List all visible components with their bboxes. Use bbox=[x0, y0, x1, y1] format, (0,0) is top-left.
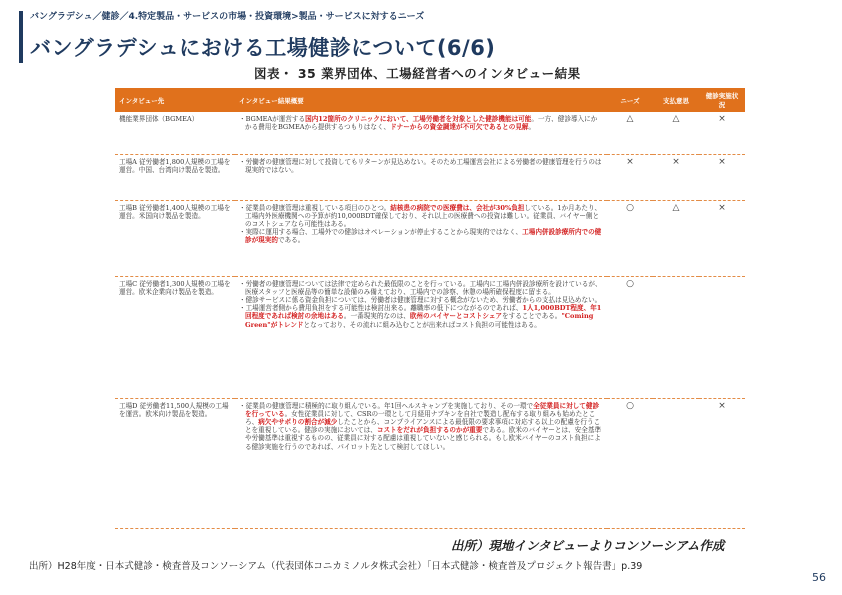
highlight-text: コストをだれが負担するのかが重要 bbox=[376, 426, 483, 435]
summary-bullet: ・従業員の健康管理は重視している項目のひとつ。結核患の病院での医療費は、会社が30%負担している。1か月あたり、工場内外医療機関への予算が約10,000BDT確保しており、それ以上の医療費への投資は難しい。従業員、バイヤー側とのコストシェアなら可能性はある。 bbox=[239, 203, 602, 228]
summary-text: 労働者の健康管理については法律で定められた最低限のことを行っている。工場内に工場内併設診療所を設けているが、医療スタッフと医療品等の簡単な設備のみ備えており、工場内での診察、休憩の場所確保程度に留まる。 bbox=[245, 279, 602, 296]
summary-text: 。 bbox=[528, 123, 536, 132]
needs-mark: ○ bbox=[607, 276, 653, 398]
summary-text: 。女性従業員に対して、CSRの一環として月経用ナプキンを自社で製造し配布する取り組みも始めたところ、 bbox=[245, 409, 596, 426]
header-org: インタビュー先 bbox=[115, 88, 235, 112]
needs-mark: △ bbox=[607, 112, 653, 154]
pay-mark bbox=[653, 398, 699, 528]
summary-text: 。一番現実的なのは、 bbox=[343, 312, 410, 321]
highlight-text: "Coming Green"がトレンド bbox=[245, 312, 594, 329]
header-pay: 支払意思 bbox=[653, 88, 699, 112]
header-status: 健診実施状況 bbox=[699, 88, 745, 112]
summary-bullet: ・従業員の健康管理に積極的に取り組んでいる。年1回ヘルスキャンプを実施しており、その一環で全従業員に対して健診を行っている。女性従業員に対して、CSRの一環として月経用ナプキンを自社で製造し配布する取り組みも始めたところ、病欠やサボりの割合が減少したことから、コンプライアンスによる最低限の要求事項に対応する以上の配慮を行うことを重視している。健診の実施においては、コストをだれが負担するのかが重要である。欧米のバイヤーとは、安全基準や労働基準は重視するものの、従業員に対する配慮は重視していないと感じられる。もし欧米バイヤーのコスト負担による健診実施を行うのであれば、パイロット先として検討してほしい。 bbox=[239, 401, 602, 451]
pay-mark bbox=[653, 276, 699, 398]
table-header-row bbox=[115, 88, 745, 112]
summary-bullet: ・BGMEAが運営する国内12箇所のクリニックにおいて、工場労働者を対象とした健診機能は可能。一方、健診導入にかかる費用をBGMEAから提供するつもりはなく、ドナーからの資金調達が不可欠であるとの見解。 bbox=[239, 115, 598, 132]
summary-cell bbox=[235, 200, 607, 276]
page-number: 56 bbox=[812, 571, 826, 584]
header-needs: ニーズ bbox=[607, 88, 653, 112]
table-row bbox=[115, 276, 745, 398]
highlight-text: 1人1,000BDT程度、年1回程度であれば検討の余地はある bbox=[245, 304, 602, 321]
summary-text: 従業員の健康管理に積極的に取り組んでいる。年1回ヘルスキャンプを実施しており、その一環で bbox=[245, 401, 534, 410]
summary-cell bbox=[235, 154, 607, 200]
pay-mark: △ bbox=[653, 112, 699, 154]
summary-text: をすることである。 bbox=[502, 312, 562, 321]
page-title: バングラデシュにおける工場健診について(6/6) bbox=[30, 36, 496, 60]
breadcrumb: バングラデシュ／健診／4.特定製品・サービスの市場・投資環境>製品・サービスに対するニーズ bbox=[30, 12, 425, 22]
summary-text: している。1か月あたり、工場内外医療機関への予算が約10,000BDT確保しており、それ以上の医療費への投資は難しい。従業員、バイヤー側とのコストシェアなら可能性はある。 bbox=[245, 203, 602, 228]
needs-mark: × bbox=[607, 154, 653, 200]
summary-bullet: ・健診サービスに係る資金負担については、労働者は健康管理に対する概念がないため、労働者からの支払は見込めない。 bbox=[239, 295, 602, 304]
interviewee-cell: 機能業界団体（BGMEA） bbox=[115, 112, 235, 154]
interviewee-cell: 工場A 従労働者1,800人規模の工場を運営。中国、台湾向け製品を製造。 bbox=[115, 154, 235, 200]
source-note: 出所）現地インタビューよりコンソーシアム作成 bbox=[451, 538, 725, 553]
table-row bbox=[115, 112, 745, 154]
summary-text: 工場運営者側から費用負担をする可能性は検討出来る。離職率の低下につながるのであれば、 bbox=[245, 304, 523, 313]
summary-text: である。 bbox=[277, 236, 305, 245]
highlight-text: 病欠やサボりの割合が減少 bbox=[258, 417, 338, 426]
needs-mark: ○ bbox=[607, 398, 653, 528]
interviewee-cell: 工場B 従労働者1,400人規模の工場を運営。米国向け製品を製造。 bbox=[115, 200, 235, 276]
figure-caption: 図表・ 35 業界団体、工場経営者へのインタビュー結果 bbox=[254, 66, 581, 81]
summary-cell bbox=[235, 398, 607, 528]
summary-text: である。欧米のバイヤーとは、安全基準や労働基準は重視するものの、従業員に対する配慮は重視していないと感じられる。もし欧米バイヤーのコスト負担による健診実施を行うのであれば、パイロット先として検討してほしい。 bbox=[245, 426, 602, 451]
table-row bbox=[115, 154, 745, 200]
status-mark: × bbox=[699, 398, 745, 528]
highlight-text: 欧州のバイヤーとコストシェア bbox=[409, 312, 503, 321]
summary-text: 。一方、健診導入にかかる費用をBGMEAから提供するつもりはなく、 bbox=[245, 115, 598, 132]
interview-table bbox=[115, 88, 745, 529]
table-row bbox=[115, 398, 745, 528]
interviewee-cell: 工場C 従労働者1,300人規模の工場を運営。欧米企業向け製品を製造。 bbox=[115, 276, 235, 398]
interviewee-cell: 工場D 従労働者11,500人規模の工場を運営。欧米向け製品を製造。 bbox=[115, 398, 235, 528]
status-mark: × bbox=[699, 112, 745, 154]
summary-text: 健診サービスに係る資金負担については、労働者は健康管理に対する概念がないため、労働者からの支払は見込めない。 bbox=[245, 295, 602, 304]
highlight-text: 国内12箇所のクリニックにおいて、工場労働者を対象とした健診機能は可能 bbox=[305, 115, 532, 123]
needs-mark: ○ bbox=[607, 200, 653, 276]
summary-bullet: ・工場運営者側から費用負担をする可能性は検討出来る。離職率の低下につながるのであれば、1人1,000BDT程度、年1回程度であれば検討の余地はある。一番現実的なのは、欧州のバイヤーとコストシェアをすることである。"Coming Green"がトレンドとなっており、その流れに組み込むことが出来ればコスト負担の可能性はある。 bbox=[239, 304, 602, 329]
highlight-text: 工場内併設診療所内での健診が現実的 bbox=[245, 228, 602, 245]
status-mark bbox=[699, 276, 745, 398]
status-mark: × bbox=[699, 200, 745, 276]
footnote: 出所）H28年度・日本式健診・検査普及コンソーシアム（代表団体コニカミノルタ株式会社）「日本式健診・検査普及プロジェクト報告書」p.39 bbox=[29, 561, 643, 572]
pay-mark: △ bbox=[653, 200, 699, 276]
title-accent-bar bbox=[19, 11, 23, 63]
summary-bullet: ・実際に運用する場合、工場外での健診はオペレーションが停止することから現実的ではなく、工場内併設診療所内での健診が現実的である。 bbox=[239, 228, 602, 245]
summary-text: 従業員の健康管理は重視している項目のひとつ。 bbox=[245, 203, 391, 212]
highlight-text: ドナーからの資金調達が不可欠であるとの見解 bbox=[390, 123, 529, 132]
pay-mark: × bbox=[653, 154, 699, 200]
summary-cell bbox=[235, 276, 607, 398]
summary-bullet: ・労働者の健康管理については法律で定められた最低限のことを行っている。工場内に工場内併設診療所を設けているが、医療スタッフと医療品等の簡単な設備のみ備えており、工場内での診察、休憩の場所確保程度に留まる。 bbox=[239, 279, 602, 296]
summary-text: となっており、その流れに組み込むことが出来ればコスト負担の可能性はある。 bbox=[303, 320, 541, 329]
status-mark: × bbox=[699, 154, 745, 200]
highlight-text: 結核患の病院での医療費は、会社が30%負担 bbox=[390, 203, 525, 212]
summary-cell bbox=[235, 112, 607, 154]
summary-text: 実際に運用する場合、工場外での健診はオペレーションが停止することから現実的ではなく、 bbox=[245, 228, 523, 237]
summary-text: 労働者の健康管理に対して投資してもリターンが見込めない。そのため工場運営会社による労働者の健康管理を行うのは現実的ではない。 bbox=[245, 157, 602, 174]
highlight-text: 全従業員に対して健診を行っている bbox=[245, 401, 600, 418]
table-row bbox=[115, 200, 745, 276]
summary-bullet: ・労働者の健康管理に対して投資してもリターンが見込めない。そのため工場運営会社による労働者の健康管理を行うのは現実的ではない。 bbox=[239, 157, 602, 174]
header-summary: インタビュー結果概要 bbox=[235, 88, 607, 112]
summary-text: したことから、コンプライアンスによる最低限の要求事項に対応する以上の配慮を行うことを重視している。健診の実施においては、 bbox=[245, 417, 601, 435]
summary-text: BGMEAが運営する bbox=[245, 115, 306, 123]
